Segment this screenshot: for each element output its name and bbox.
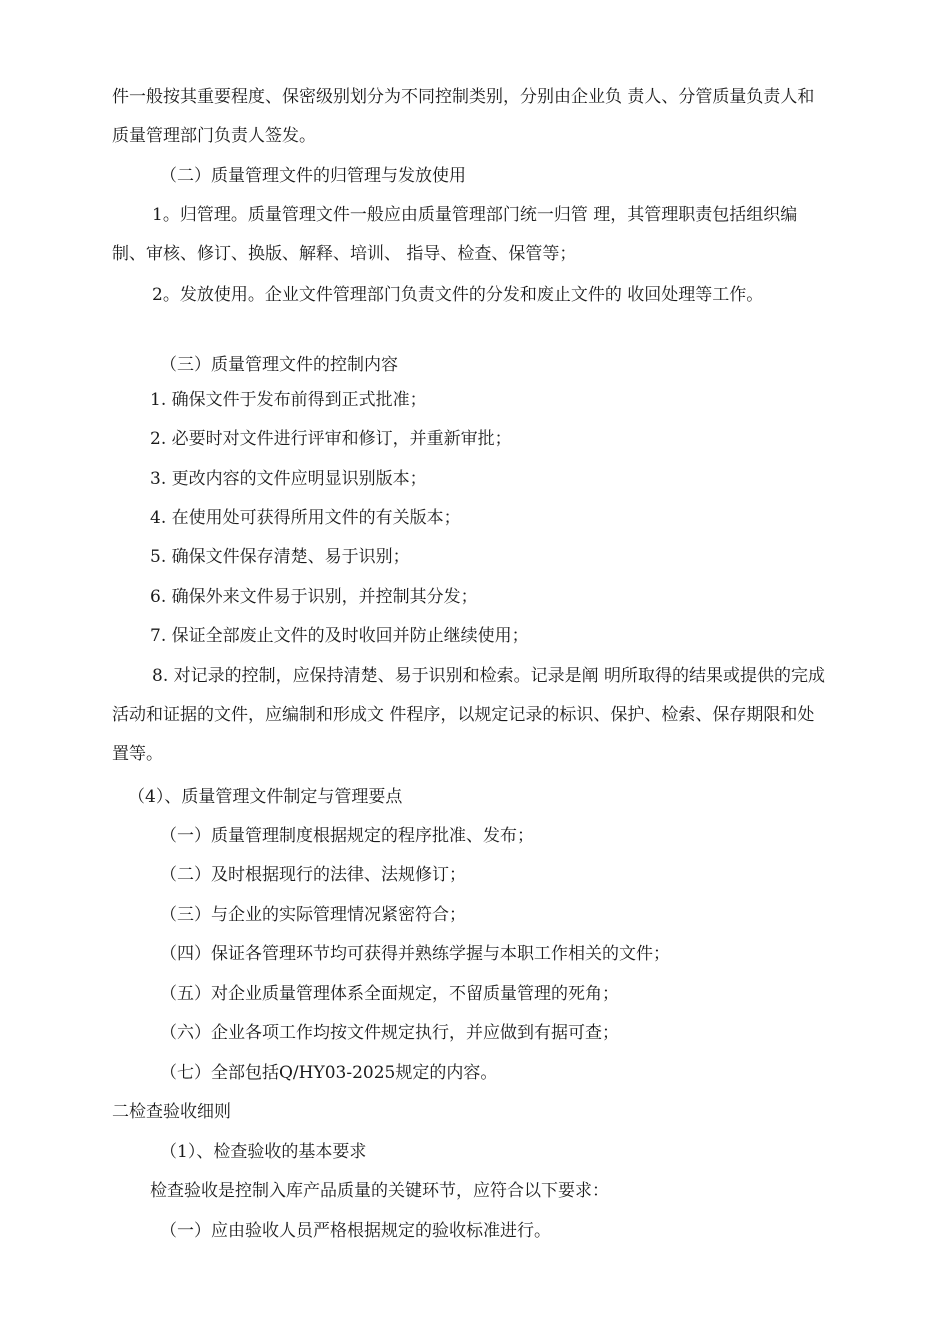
list-item: （六）企业各项工作均按文件规定执行，并应做到有据可查； <box>160 1023 619 1043</box>
list-item: 5. 确保文件保存清楚、易于识别； <box>150 547 410 567</box>
list-item: （七）全部包括Q/HY03-2025规定的内容。 <box>160 1063 498 1083</box>
list-item: 6. 确保外来文件易于识别，并控制其分发； <box>150 587 478 607</box>
heading-chapter-2: 二检查验收细则 <box>112 1102 231 1122</box>
heading-section-3: （三）质量管理文件的控制内容 <box>160 355 398 375</box>
paragraph-item-1: 1。归管理。质量管理文件一般应由质量管理部门统一归管 理，其管理职责包括组织编制、审核、修订、换版、解释、培训、 指导、检查、保管等； <box>112 205 798 264</box>
heading-section-2: （二）质量管理文件的归管理与发放使用 <box>160 166 466 186</box>
list-item: （三）与企业的实际管理情况紧密符合； <box>160 905 466 925</box>
paragraph-intro: 检查验收是控制入库产品质量的关键环节，应符合以下要求： <box>150 1181 609 1201</box>
paragraph-item-2: 2。发放使用。企业文件管理部门负责文件的分发和废止文件的 收回处理等工作。 <box>152 285 764 305</box>
list-item: （二）及时根据现行的法律、法规修订； <box>160 865 466 885</box>
list-item: 2. 必要时对文件进行评审和修订，并重新审批； <box>150 429 512 449</box>
list-item: （五）对企业质量管理体系全面规定，不留质量管理的死角； <box>160 984 619 1004</box>
list-item: 1. 确保文件于发布前得到正式批准； <box>150 390 427 410</box>
list-item: 4. 在使用处可获得所用文件的有关版本； <box>150 508 461 528</box>
list-item: 3. 更改内容的文件应明显识别版本； <box>150 469 427 489</box>
list-item: （一）应由验收人员严格根据规定的验收标准进行。 <box>160 1221 551 1241</box>
heading-section-4: （4）、质量管理文件制定与管理要点 <box>128 787 403 807</box>
list-item: 7. 保证全部废止文件的及时收回并防止继续使用； <box>150 626 529 646</box>
paragraph-continuation: 件一般按其重要程度、保密级别划分为不同控制类别，分别由企业负 责人、分管质量负责人和质量管理部门负责人签发。 <box>112 87 815 146</box>
list-item: （一）质量管理制度根据规定的程序批准、发布； <box>160 826 534 846</box>
list-item: （四）保证各管理环节均可获得并熟练学握与本职工作相关的文件； <box>160 944 670 964</box>
list-item-long: 8. 对记录的控制，应保持清楚、易于识别和检索。记录是阐 明所取得的结果或提供的完成活动和证据的文件，应编制和形成文 件程序，以规定记录的标识、保护、检索、保存期限和处置等。 <box>112 666 826 764</box>
heading-subsection-1: （1）、检查验收的基本要求 <box>160 1142 367 1162</box>
